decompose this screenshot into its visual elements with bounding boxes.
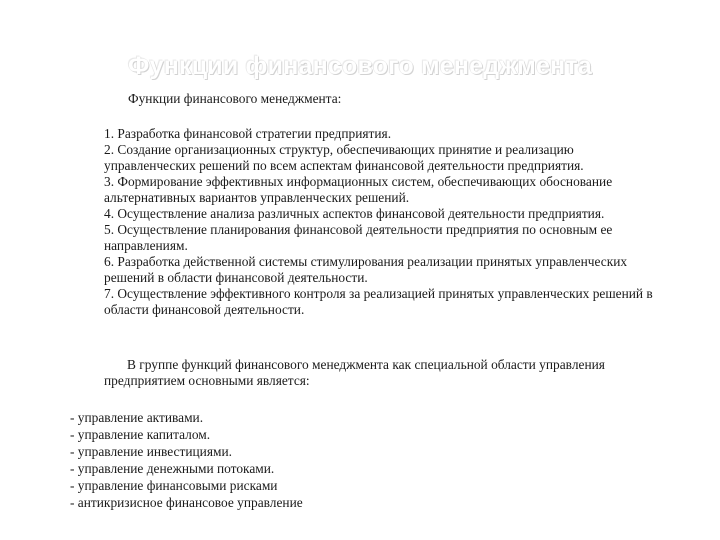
slide-title: Функции финансового менеджмента	[128, 52, 592, 80]
function-item-3: 3. Формирование эффективных информационных систем, обеспечивающих обоснование альтернативных вариантов управленческих решений.	[104, 174, 613, 205]
area-item-cash-flows: - управление денежными потоками.	[70, 461, 275, 476]
areas-list	[70, 409, 303, 511]
area-item-assets: - управление активами.	[70, 410, 204, 425]
area-item-risks: - управление финансовыми рисками	[70, 478, 278, 493]
function-item-5: 5. Осуществление планирования финансовой деятельности предприятия по основным ее направлениям.	[104, 222, 613, 253]
function-item-4: 4. Осуществление анализа различных аспектов финансовой деятельности предприятия.	[104, 206, 605, 221]
functions-list	[104, 126, 664, 318]
function-item-6: 6. Разработка действенной системы стимулирования реализации принятых управленческих решений в области финансовой деятельности.	[104, 254, 628, 285]
group-paragraph: В группе функций финансового менеджмента как специальной области управления предприятием основными является:	[104, 357, 605, 388]
function-item-1: 1. Разработка финансовой стратегии предприятия.	[104, 126, 392, 141]
function-item-2: 2. Создание организационных структур, обеспечивающих принятие и реализацию управленческих решений по всем аспектам финансовой деятельности предприятия.	[104, 142, 584, 173]
intro-text: Функции финансового менеджмента:	[128, 91, 342, 106]
function-item-7: 7. Осуществление эффективного контроля за реализацией принятых управленческих решений в области финансовой деятельности.	[104, 286, 653, 317]
area-item-capital: - управление капиталом.	[70, 427, 211, 442]
area-item-investments: - управление инвестициями.	[70, 444, 232, 459]
area-item-crisis: - антикризисное финансовое управление	[70, 495, 303, 510]
